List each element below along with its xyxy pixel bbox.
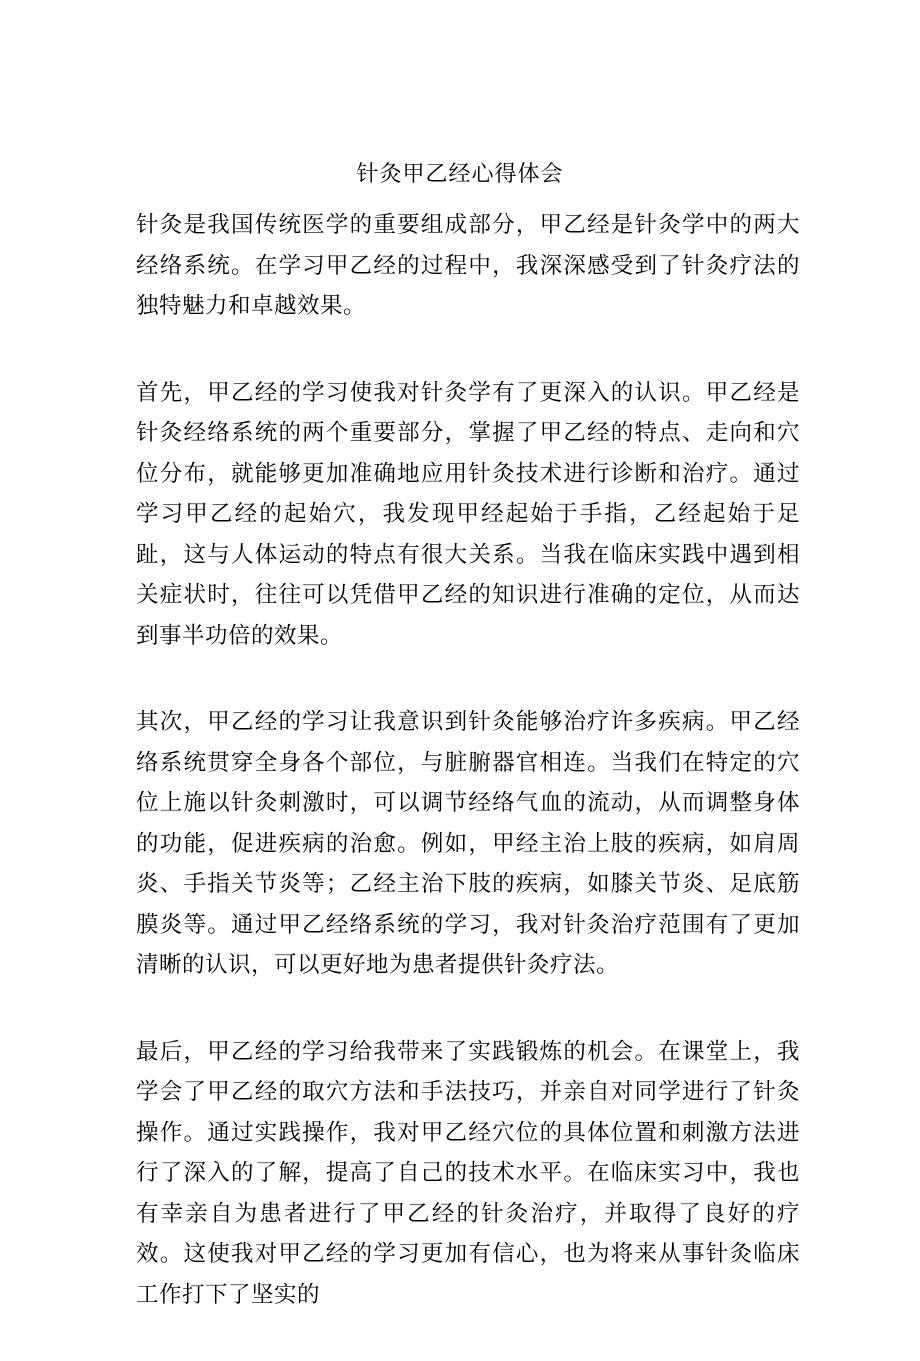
paragraph-last: 最后，甲乙经的学习给我带来了实践锻炼的机会。在课堂上，我学会了甲乙经的取穴方法和手法技巧，并亲自对同学进行了针灸操作。通过实践操作，我对甲乙经穴位的具体位置和刺激方法进行了深入的了解，提高了自己的技术水平。在临床实习中，我也有幸亲自为患者进行了甲乙经的针灸治疗，并取得了良好的疗效。这使我对甲乙经的学习更加有信心，也为将来从事针灸临床工作打下了坚实的 — [136, 1038, 800, 1308]
document-title: 针灸甲乙经心得体会 — [356, 162, 564, 187]
paragraph-second: 其次，甲乙经的学习让我意识到针灸能够治疗许多疾病。甲乙经络系统贯穿全身各个部位，与脏腑器官相连。当我们在特定的穴位上施以针灸刺激时，可以调节经络气血的流动，从而调整身体的功能，促进疾病的治愈。例如，甲经主治上肢的疾病，如肩周炎、手指关节炎等；乙经主治下肢的疾病，如膝关节炎、足底筋膜炎等。通过甲乙经络系统的学习，我对针灸治疗范围有了更加清晰的认识，可以更好地为患者提供针灸疗法。 — [136, 709, 800, 978]
paragraph-first: 首先，甲乙经的学习使我对针灸学有了更深入的认识。甲乙经是针灸经络系统的两个重要部分，掌握了甲乙经的特点、走向和穴位分布，就能够更加准确地应用针灸技术进行诊断和治疗。通过学习甲乙经的起始穴，我发现甲经起始于手指，乙经起始于足趾，这与人体运动的特点有很大关系。当我在临床实践中遇到相关症状时，往往可以凭借甲乙经的知识进行准确的定位，从而达到事半功倍的效果。 — [136, 379, 800, 649]
document-body — [136, 205, 800, 1361]
paragraph-intro: 针灸是我国传统医学的重要组成部分，甲乙经是针灸学中的两大经络系统。在学习甲乙经的过程中，我深深感受到了针灸疗法的独特魅力和卓越效果。 — [136, 212, 800, 319]
